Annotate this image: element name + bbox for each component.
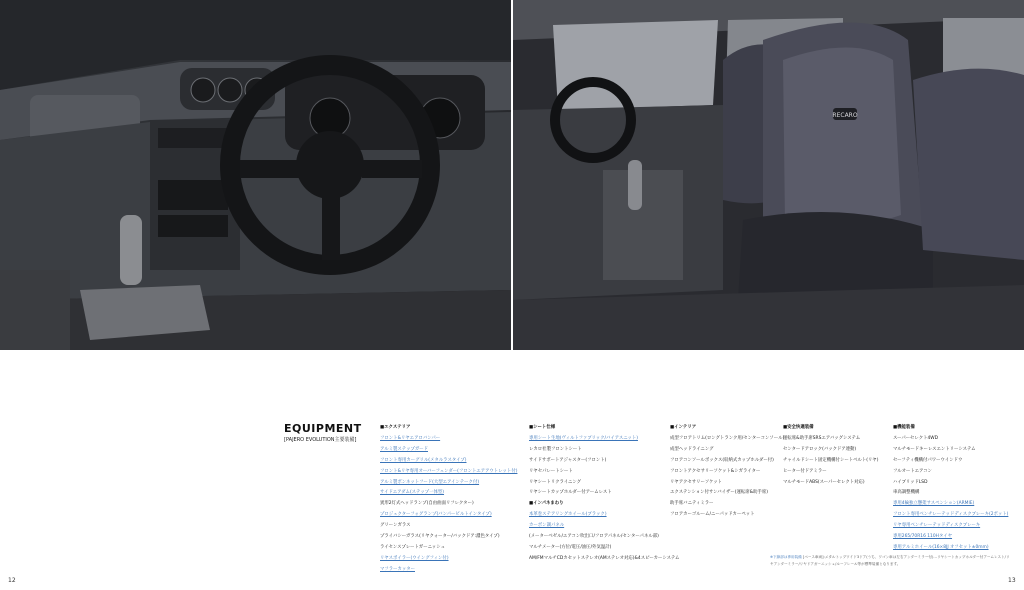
- equipment-item: ヒーター付ドアミラー: [783, 468, 827, 474]
- equipment-item: マルチモードABS(スーパーセレクト対応): [783, 479, 865, 485]
- function-column: [893, 423, 1008, 554]
- equipment-item: フルオートエアコン: [893, 468, 932, 474]
- column-heading: ■エクステリア: [380, 425, 411, 430]
- seat-illustration: [513, 0, 1024, 350]
- equipment-item: 運転席&助手席SRSエアバッグシステム: [783, 435, 861, 441]
- equipment-item: センタードアロック(バックドア連動): [783, 446, 857, 452]
- equipment-item: 成型フロアトリム(ロングトランク用/センターコンソール): [670, 435, 785, 441]
- equipment-item: サイドサポートアジャスター(フロント): [529, 457, 607, 463]
- equipment-item: 車高調整機構: [893, 490, 920, 496]
- equipment-item: エクステンション付サンバイザー(運転席&助手席): [670, 490, 768, 496]
- equipment-item: 成型ヘッドライニング: [670, 446, 714, 452]
- equipment-item: セーフティ機構付パワーウインドウ: [893, 457, 963, 463]
- equipment-item: リヤセパレートシート: [529, 468, 573, 474]
- equipment-item: 専用4輪独立懸架サスペンション(ARMIE): [893, 501, 975, 507]
- equipment-item: アルミ製ボンネットフード(大型エアインテーク付): [380, 479, 480, 485]
- equipment-item: ライセンスプレートガーニッシュ: [380, 544, 445, 550]
- recaro-seat-photo: [513, 0, 1024, 350]
- equipment-item: AM/FMマルチCDカセットステレオ(AMステレオ対応)&4スピーカーシステム: [529, 555, 680, 561]
- equipment-item: リヤ専用ベンチレーテッドディスクブレーキ: [893, 523, 981, 529]
- column-heading: ■インテリア: [670, 425, 697, 430]
- equipment-item: プロジェクターフォグランプ(バンパービルトインタイプ): [380, 512, 492, 518]
- equipment-item: グリーンガラス: [380, 523, 411, 529]
- equipment-item: フロント&リヤ専用オーバーフェンダー(フロントエアアウトレット付): [380, 468, 518, 474]
- equipment-title: EQUIPMENT: [284, 422, 362, 435]
- equipment-item: マルチモードキーレスエントリーシステム: [893, 446, 976, 452]
- equipment-item: フロントアクセサリーソケット&シガライター: [670, 468, 761, 474]
- interior-column: [670, 423, 784, 521]
- page-number-right: 13: [1008, 577, 1016, 584]
- footnote-line-2: [ベース車両]:メタルトップワイド3ドア(うち、ワゴン車は左右アンダーミラー付)…リヤシートカップホルダー付アームレスト/リヤアンダーミラー/リヤドアガーニッシュ/ルーフレール等が標準装備となります。: [770, 555, 1010, 566]
- equipment-item: スーパーセレクト4WD: [893, 435, 939, 441]
- equipment-item: 専用265/70R16 110Hタイヤ: [893, 534, 953, 540]
- equipment-item: フロント専用ベンチレーテッドディスクブレーキ(2ポット): [893, 512, 1009, 518]
- seat-column: [529, 423, 679, 565]
- equipment-item: マフラーカッター: [380, 566, 415, 572]
- equipment-item: ハイブリッドLSD: [893, 479, 928, 485]
- equipment-item: サイドエアダム(ステップ一体型): [380, 490, 445, 496]
- footnote: [770, 554, 1010, 568]
- equipment-item: アルミ製ステップガード: [380, 446, 428, 452]
- equipment-item: マルチメーター(方位/電圧/油圧/外気温計): [529, 544, 612, 550]
- equipment-item: フロント専用カーグリル(メタルラスタイプ): [380, 457, 467, 463]
- exterior-column: [380, 423, 517, 576]
- equipment-item: リヤシートカップホルダー付アームレスト: [529, 490, 612, 496]
- safety-column: [783, 423, 878, 488]
- equipment-item: フロアコンソールボックス(収納式カップホルダー付): [670, 457, 774, 463]
- equipment-item: 本革巻ステアリングホイール(ブラック): [529, 512, 607, 518]
- equipment-item: カーボン調パネル: [529, 523, 565, 529]
- equipment-item: リヤスポイラー(ウイングフィン付): [380, 555, 449, 561]
- column-subheading: ■インパネまわり: [529, 501, 564, 507]
- equipment-item: リヤアクセサリーソケット: [670, 479, 723, 485]
- equipment-subtitle: [PAJERO EVOLUTION主要装備]: [284, 437, 357, 443]
- equipment-item: 異形2灯式ヘッドランプ(自由曲面リフレクター): [380, 501, 474, 507]
- equipment-item: プライバシーガラス(リヤクォーター/バックドア:濃色タイプ): [380, 534, 500, 540]
- column-heading: ■安全快適装備: [783, 425, 814, 430]
- column-heading: ■機能装備: [893, 425, 915, 430]
- seat-recaro-logo: RECARO: [832, 112, 858, 119]
- equipment-item: (メーターベゼル/エアコン吹出口/フロアパネル/センターパネル部): [529, 534, 659, 540]
- column-heading: ■シート仕様: [529, 425, 556, 430]
- equipment-item: 助手席バニティミラー: [670, 501, 714, 507]
- equipment-item: 専用アルミホイール(16×8JJ オフセット±0mm): [893, 544, 989, 550]
- equipment-item: フロント&リヤエアロバンパー: [380, 435, 441, 441]
- equipment-item: フロアカーゴルーム/ニーパッドカーペット: [670, 512, 755, 518]
- footnote-line-1: ※下線部は専用装備: [770, 555, 802, 559]
- equipment-item: チャイルドシート固定機構付シートベルト(リヤ): [783, 457, 879, 463]
- dashboard-photo: [0, 0, 511, 350]
- equipment-item: 専用シート生地(ヴィルトファブリック/バイアスニット): [529, 435, 638, 441]
- dashboard-illustration: [0, 0, 511, 350]
- page-number-left: 12: [8, 577, 16, 584]
- equipment-item: リヤシートリクライニング: [529, 479, 582, 485]
- equipment-item: レカロ社製フロントシート: [529, 446, 582, 452]
